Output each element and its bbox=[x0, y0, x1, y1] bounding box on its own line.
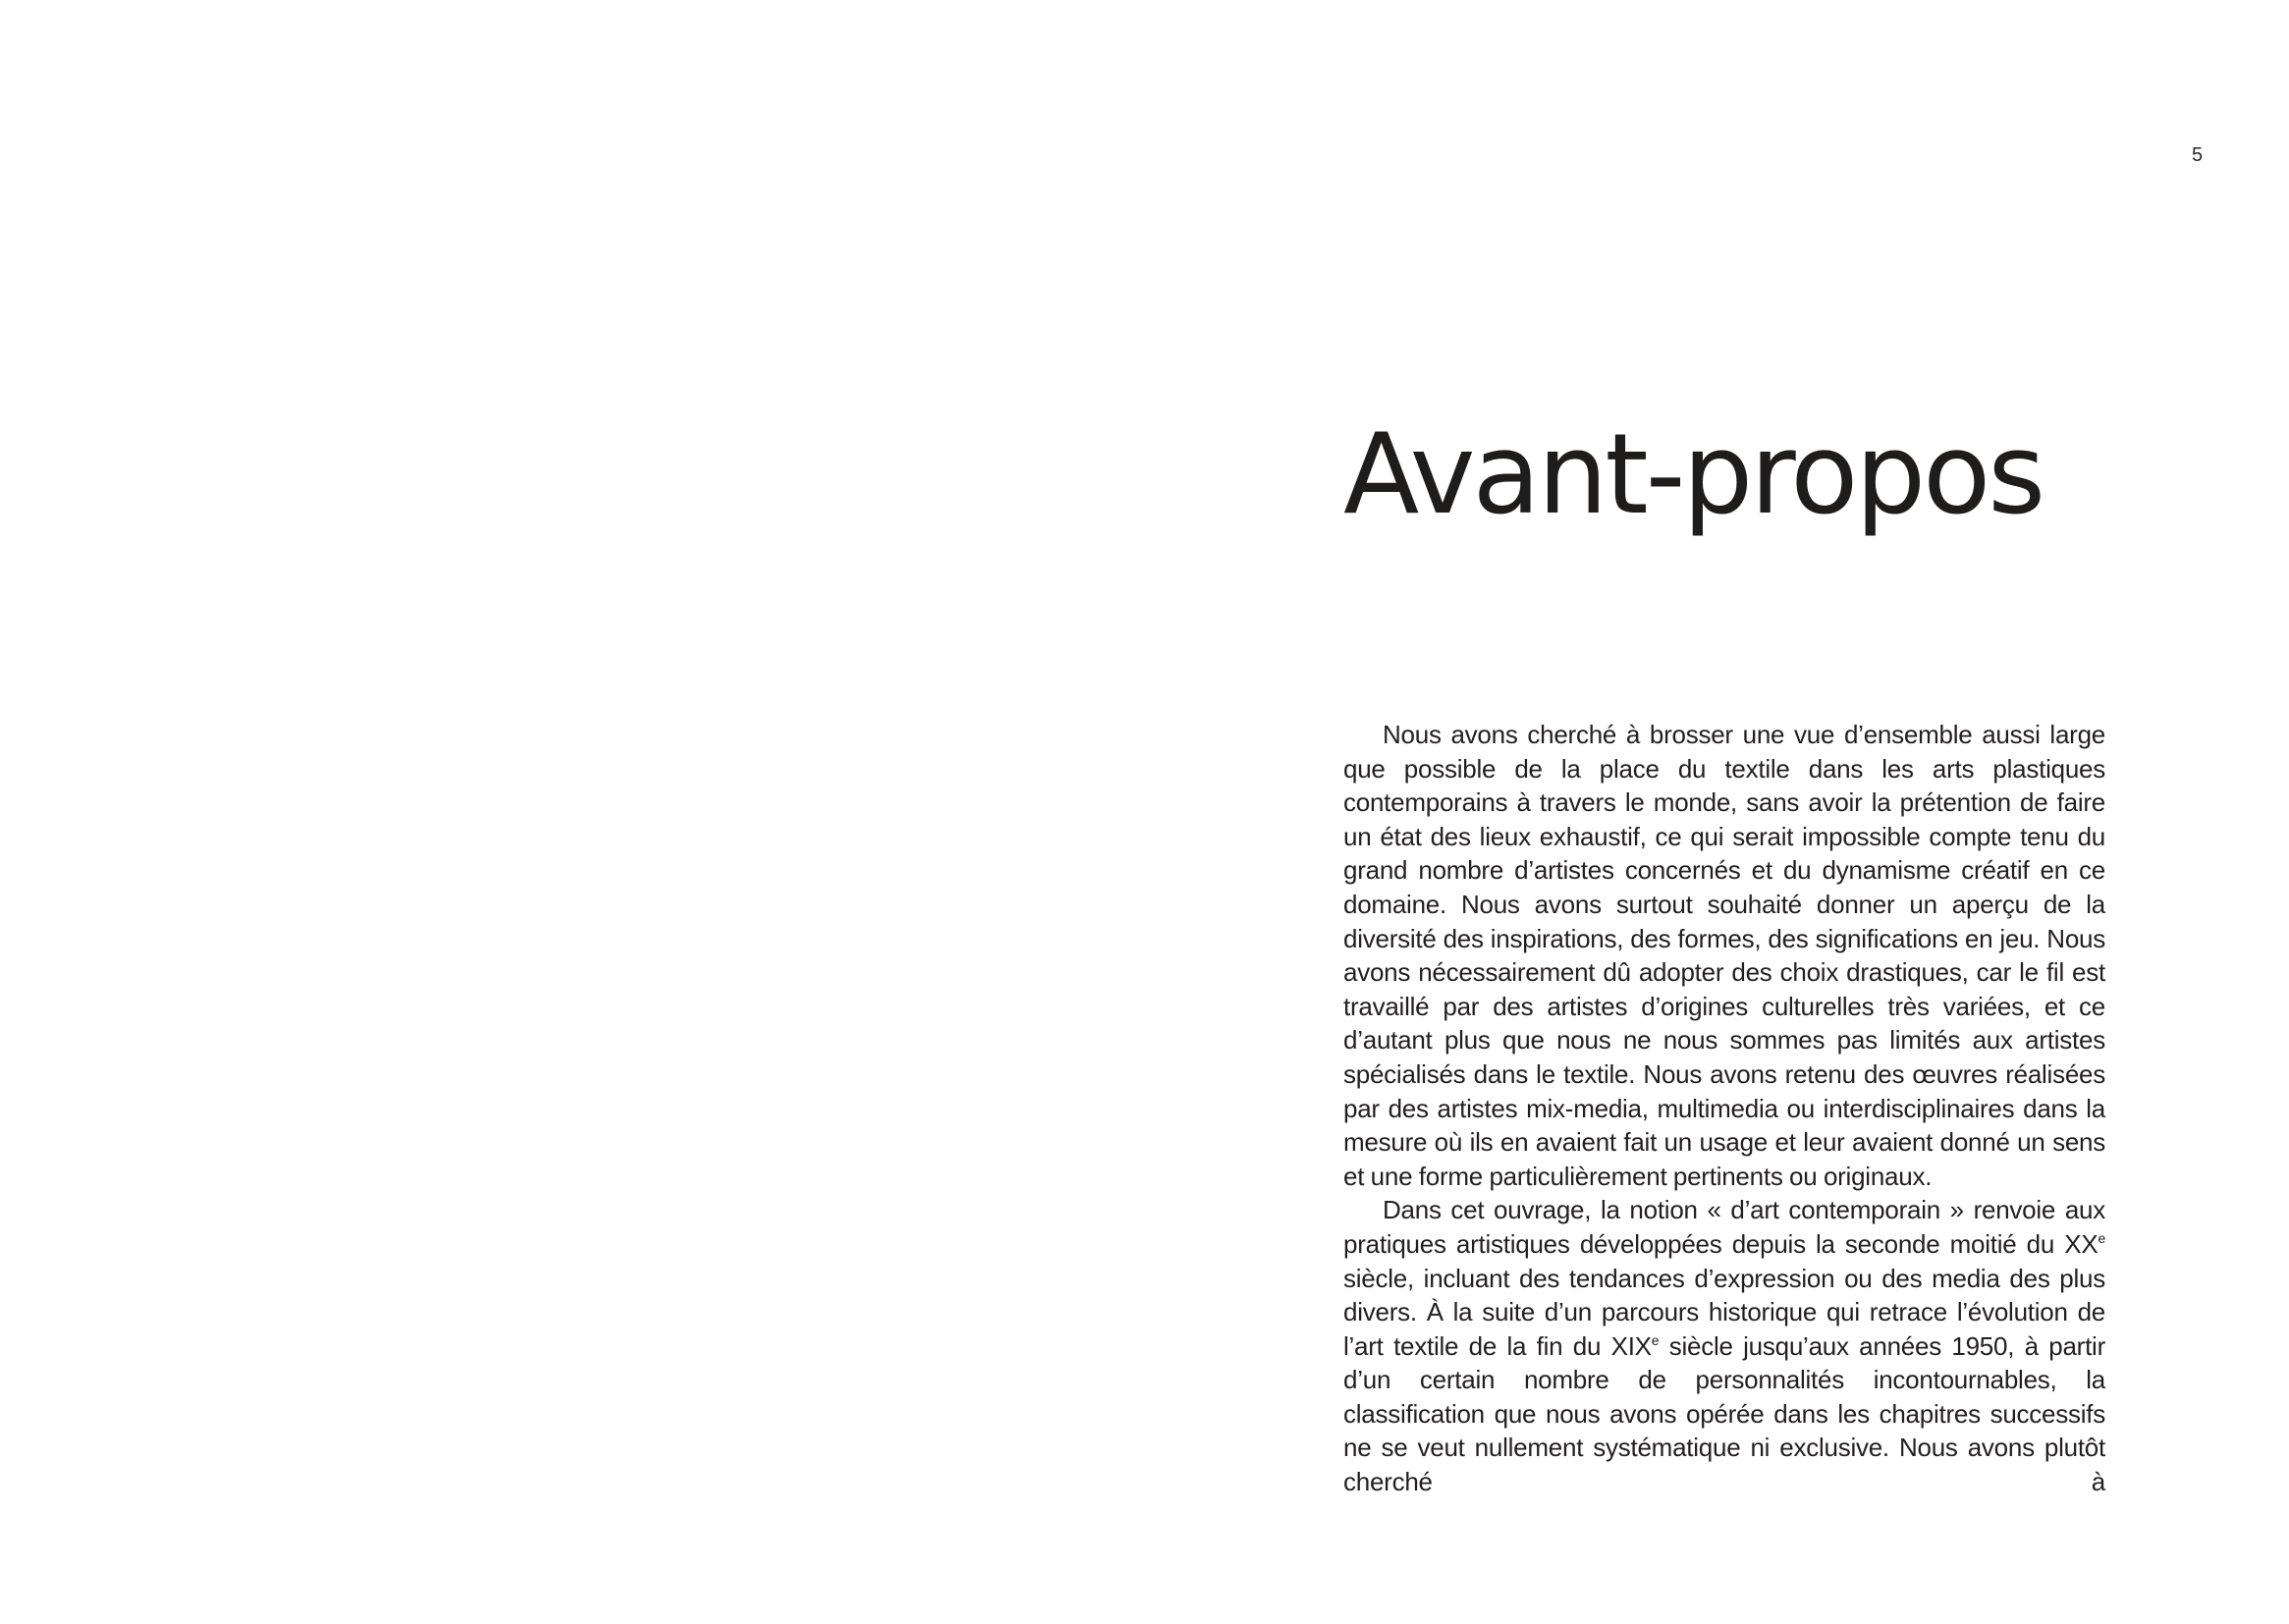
body-text bbox=[1343, 718, 2105, 1499]
paragraph-2-text-c: siècle jusqu’aux années 1950, à partir d’un certain nombre de personnalités incontournables, la classification que nous avons opérée dans les chapitres successifs ne se veut nullement systématique ni exclusive. Nous avons plutôt cherché à bbox=[1343, 1330, 2105, 1497]
paragraph-2-text-b: siècle, incluant des tendances d’expression ou des media des plus divers. À la suite d’un parcours historique qui retrace l’évolution de l’art textile de la fin du XIX bbox=[1343, 1263, 2105, 1361]
paragraph-1 bbox=[1343, 718, 2105, 1193]
left-page-blank bbox=[0, 0, 1144, 1624]
page-number: 5 bbox=[2192, 144, 2204, 166]
paragraph-2 bbox=[1343, 1193, 2105, 1498]
superscript-e: e bbox=[1651, 1331, 1660, 1348]
paragraph-1-text: Nous avons cherché à brosser une vue d’ensemble aussi large que possible de la place du textile dans les arts plastiques contemporains à travers le monde, sans avoir la prétention de faire un état des lieux exhaustif, ce qui serait impossible compte tenu du grand nombre d’artistes concernés et du dynamisme créatif en ce domaine. Nous avons surtout souhaité donner un aperçu de la diversité des inspirations, des formes, des significations en jeu. Nous avons nécessairement dû adopter des choix drastiques, car le fil est travaillé par des artistes d’origines culturelles très variées, et ce d’autant plus que nous ne nous sommes pas limités aux artistes spécialisés dans le textile. Nous avons retenu des œuvres réalisées par des artistes mix-media, multimedia ou interdisciplinaires dans la mesure où ils en avaient fait un usage et leur avaient donné un sens et une forme particulièrement pertinents ou originaux. bbox=[1343, 720, 2105, 1191]
chapter-title: Avant-propos bbox=[1343, 409, 2044, 539]
paragraph-2-text-a: Dans cet ouvrage, la notion « d’art contemporain » renvoie aux pratiques artistiques développées depuis la seconde moitié du XX bbox=[1343, 1195, 2105, 1259]
superscript-e: e bbox=[2098, 1229, 2105, 1246]
